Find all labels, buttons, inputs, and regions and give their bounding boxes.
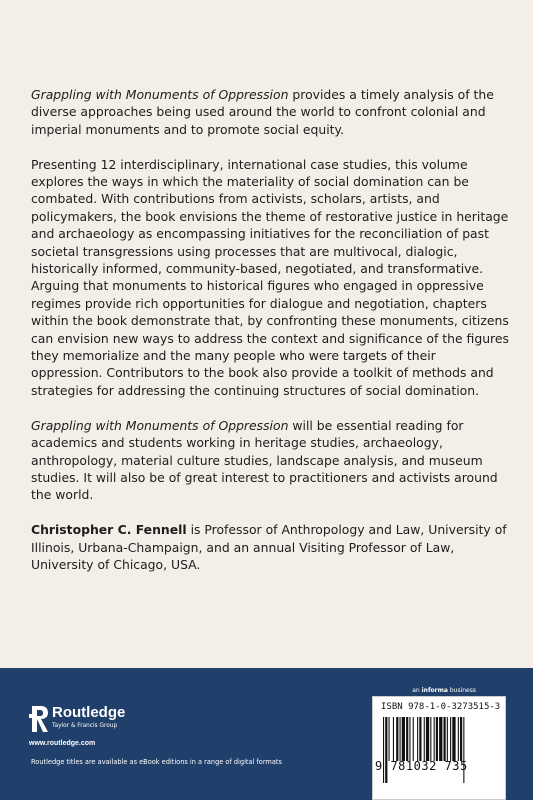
barcode-bar: [463, 717, 464, 783]
barcode-bar: [424, 717, 425, 761]
back-cover-blurb: [31, 86, 509, 591]
barcode-bar: [402, 717, 405, 761]
routledge-r-icon: [29, 705, 49, 733]
barcode-bar: [417, 717, 418, 761]
isbn-barcode: [372, 696, 506, 800]
blurb-paragraph-3: [31, 417, 509, 504]
barcode-digits: 9 781032 735: [375, 759, 468, 773]
book-title-italic: Grappling with Monuments of Oppression: [31, 417, 289, 433]
publisher-website: www.routledge.com: [29, 740, 96, 747]
barcode-bar: [409, 717, 410, 761]
informa-tagline: [412, 687, 476, 694]
barcode-bar: [444, 717, 446, 761]
barcode-bar: [383, 717, 384, 783]
barcode-bar: [393, 717, 394, 761]
author-name: Christopher C. Fennell: [31, 522, 187, 538]
barcode-bar: [447, 717, 448, 761]
isbn-label: ISBN 978-1-0-3273515-3: [381, 702, 501, 712]
barcode-bar: [458, 717, 459, 761]
barcode-bar: [439, 717, 442, 761]
barcode-bar: [426, 717, 429, 761]
author-bio: [31, 521, 509, 573]
barcode-bar: [400, 717, 401, 761]
barcode-bar: [406, 717, 408, 761]
barcode-bar: [396, 717, 398, 761]
informa-prefix: an: [412, 687, 422, 694]
barcode-bar: [389, 717, 390, 761]
barcode-bar: [413, 717, 414, 761]
barcode-bar: [452, 717, 455, 761]
book-title-italic: Grappling with Monuments of Oppression: [31, 87, 289, 102]
blurb-text: will be essential reading for academics and students working in heritage studies, archaeology, anthropology, material culture studies, landscape analysis, and museum studies. It will also be of great interest to practitioners and activists around the world.: [31, 417, 498, 503]
barcode-bar: [419, 717, 421, 761]
barcode-bar: [460, 717, 462, 761]
ebook-note: Routledge titles are available as eBook editions in a range of digital formats: [31, 758, 282, 766]
barcode-bar: [430, 717, 431, 761]
blurb-paragraph-2: Presenting 12 interdisciplinary, international case studies, this volume explores the ways in which the materiality of social domination can be combated. With contributions from activists, scholars, artists, and policymakers, the book envisions the theme of restorative justice in heritage and archaeology as encompassing initiatives for the reconciliation of past societal transgressions using processes that are multivocal, dialogic, historically informed, community-based, negotiated, and transformative. Arguing that monuments to historical figures who engaged in oppressive regimes provide rich opportunities for dialogue and negotiation, chapters within the book demonstrate that, by confronting these monuments, citizens can envision new ways to address the context and significance of the figures they memorialize and the many people who were targets of their oppression. Contributors to the book also provide a toolkit of methods and strategies for addressing the continuing structures of social domination.: [31, 156, 509, 398]
informa-brand: informa: [421, 687, 448, 694]
barcode-bars: [381, 717, 499, 783]
barcode-bar: [436, 717, 438, 761]
brand-name: Routledge: [52, 704, 126, 721]
author-bio-text: is Professor of Anthropology and Law, University of Illinois, Urbana-Champaign, and an annual Visiting Professor of Law, University of Chicago, USA.: [31, 522, 507, 572]
barcode-bar: [434, 717, 435, 761]
brand-subtitle: Taylor & Francis Group: [52, 723, 118, 729]
barcode-bar: [450, 717, 451, 761]
publisher-footer: [0, 668, 533, 800]
informa-suffix: business: [447, 687, 476, 694]
barcode-bar: [385, 717, 387, 783]
blurb-text: provides a timely analysis of the diverse approaches being used around the world to confront colonial and imperial monuments and to promote social equity.: [31, 87, 494, 137]
blurb-paragraph-1: [31, 86, 509, 138]
